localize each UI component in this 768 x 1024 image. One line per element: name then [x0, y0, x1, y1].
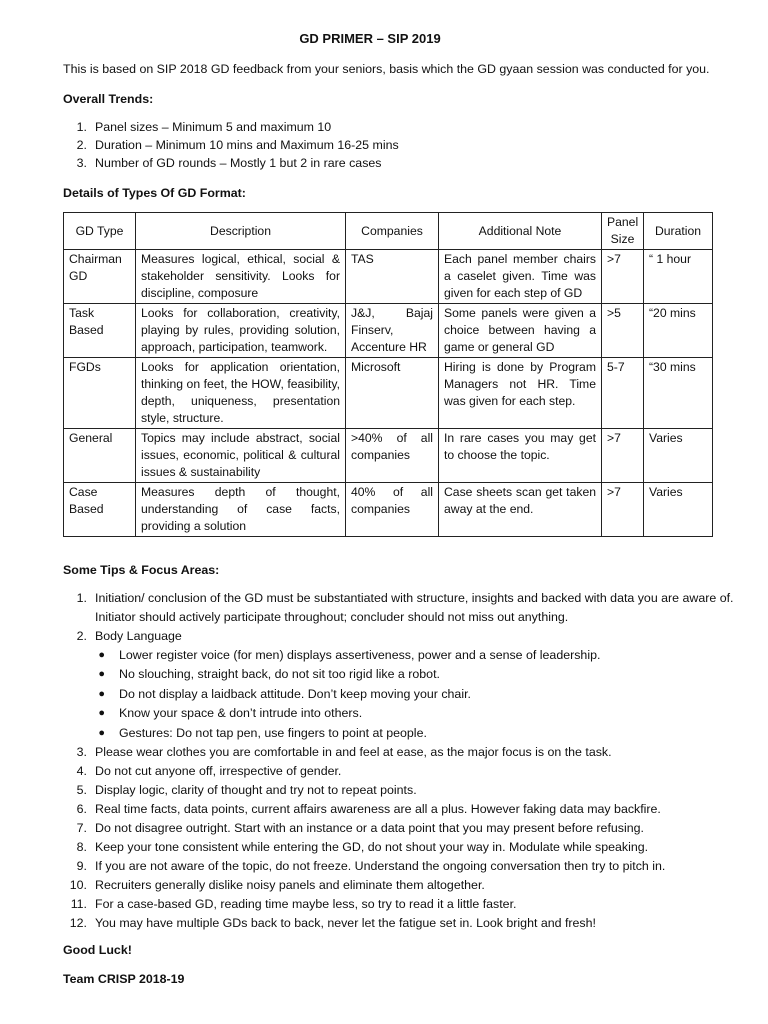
team-signature: Team CRISP 2018-19: [63, 972, 185, 986]
column-header: Panel Size: [602, 213, 644, 250]
table-row: [64, 429, 713, 483]
list-number: 3.: [76, 744, 87, 759]
list-number: 9.: [76, 858, 87, 873]
list-item: [63, 627, 743, 646]
column-header: Duration: [644, 213, 713, 250]
bullet-icon: ●: [98, 649, 105, 661]
column-header: Companies: [346, 213, 439, 250]
table-row: [64, 250, 713, 304]
list-text: Do not disagree outright. Start with an instance or a data point that you may present before refusing.: [95, 820, 644, 835]
list-item: [63, 895, 743, 914]
list-text: Recruiters generally dislike noisy panels and eliminate them altogether.: [95, 877, 485, 892]
table-cell: J&J, Bajaj Finserv, Accenture HR: [346, 304, 439, 358]
table-row: [64, 358, 713, 429]
table-cell: Topics may include abstract, social issues, economic, political & cultural issues & sustainability: [136, 429, 346, 483]
table-cell: 40% of all companies: [346, 483, 439, 537]
list-number: 8.: [76, 839, 87, 854]
intro-paragraph: This is based on SIP 2018 GD feedback from your seniors, basis which the GD gyaan session was conducted for you.: [63, 62, 710, 76]
list-item: [63, 876, 743, 895]
list-item: [63, 914, 743, 933]
bullet-icon: ●: [98, 726, 105, 739]
table-row: [64, 483, 713, 537]
list-item: [63, 743, 743, 762]
list-item: [63, 665, 743, 684]
table-cell: 5-7: [602, 358, 644, 429]
table-cell: >7: [602, 250, 644, 304]
list-text: Body Language: [95, 629, 182, 643]
list-number: 1.: [76, 591, 87, 605]
table-cell: “ 1 hour: [644, 250, 713, 304]
list-number: 7.: [76, 820, 87, 835]
list-text: Keep your tone consistent while entering the GD, do not shout your way in. Modulate while speaking.: [95, 839, 649, 854]
table-cell: >40% of all companies: [346, 429, 439, 483]
list-text: Please wear clothes you are comfortable in and feel at ease, as the major focus is on the task.: [95, 744, 612, 759]
tips-heading: Some Tips & Focus Areas:: [63, 563, 220, 577]
list-text: For a case-based GD, reading time maybe less, so try to read it a little faster.: [95, 896, 517, 911]
bullet-icon: ●: [98, 668, 105, 681]
column-header: Additional Note: [439, 213, 602, 250]
list-item: [63, 704, 743, 723]
list-text: If you are not aware of the topic, do not freeze. Understand the ongoing conversation then try to pitch in.: [95, 858, 666, 873]
list-item: [63, 154, 399, 172]
list-number: 5.: [76, 782, 87, 797]
list-text: Initiation/ conclusion of the GD must be substantiated with structure, insights and backed with data you are aware of. Initiator should actively participate throughout; concluder should not miss out anything.: [95, 591, 734, 624]
overall-trends-list: [63, 118, 399, 172]
table-cell: Looks for collaboration, creativity, playing by rules, providing solution, approach, participation, teamwork.: [136, 304, 346, 358]
list-text: Real time facts, data points, current affairs awareness are all a plus. However faking data may backfire.: [95, 801, 661, 816]
table-cell: Chairman GD: [64, 250, 136, 304]
gd-types-heading: Details of Types Of GD Format:: [63, 186, 246, 200]
list-item: [63, 136, 399, 154]
table-cell: FGDs: [64, 358, 136, 429]
table-cell: “30 mins: [644, 358, 713, 429]
body-language-group: [63, 646, 743, 743]
body-language-list: [63, 646, 743, 743]
list-number: 6.: [76, 801, 87, 816]
list-text: Panel sizes – Minimum 5 and maximum 10: [95, 120, 332, 134]
table-cell: >7: [602, 483, 644, 537]
table-cell: Varies: [644, 429, 713, 483]
bullet-icon: ●: [98, 687, 105, 700]
list-text: No slouching, straight back, do not sit too rigid like a robot.: [119, 667, 440, 682]
column-header: Description: [136, 213, 346, 250]
table-cell: Measures depth of thought, understanding of case facts, providing a solution: [136, 483, 346, 537]
list-text: Do not display a laidback attitude. Don’t keep moving your chair.: [119, 686, 471, 701]
table-header-row: [64, 213, 713, 250]
list-text: Know your space & don’t intrude into others.: [119, 706, 363, 721]
table-cell: Microsoft: [346, 358, 439, 429]
list-item: [63, 118, 399, 136]
list-number: 11.: [70, 896, 87, 911]
list-number: 4.: [76, 763, 87, 778]
column-header: GD Type: [64, 213, 136, 250]
bullet-icon: ●: [98, 707, 105, 720]
list-text: Gestures: Do not tap pen, use fingers to point at people.: [119, 725, 427, 740]
table-cell: Hiring is done by Program Managers not HR. Time was given for each step.: [439, 358, 602, 429]
table-cell: Looks for application orientation, thinking on feet, the HOW, feasibility, depth, uniqueness, presentation style, structure.: [136, 358, 346, 429]
list-number: 1.: [76, 120, 87, 134]
list-text: Do not cut anyone off, irrespective of gender.: [95, 763, 342, 778]
gd-types-table: [63, 212, 713, 537]
list-number: 3.: [76, 156, 87, 170]
list-number: 10.: [69, 877, 87, 892]
table-cell: >5: [602, 304, 644, 358]
list-number: 2.: [76, 629, 87, 643]
list-item: [63, 646, 743, 665]
table-cell: Measures logical, ethical, social & stakeholder sensitivity. Looks for discipline, composure: [136, 250, 346, 304]
table-cell: Some panels were given a choice between having a game or general GD: [439, 304, 602, 358]
list-item: [63, 781, 743, 800]
list-number: 2.: [76, 138, 87, 152]
table-cell: Varies: [644, 483, 713, 537]
list-item: [63, 685, 743, 704]
overall-trends-heading: Overall Trends:: [63, 92, 154, 106]
table-cell: Task Based: [64, 304, 136, 358]
list-text: Duration – Minimum 10 mins and Maximum 16-25 mins: [95, 138, 399, 152]
list-text: You may have multiple GDs back to back, never let the fatigue set in. Look bright and fresh!: [95, 915, 596, 930]
table-cell: “20 mins: [644, 304, 713, 358]
table-cell: >7: [602, 429, 644, 483]
list-item: [63, 819, 743, 838]
table-row: [64, 304, 713, 358]
table-cell: Each panel member chairs a caselet given. Time was given for each step of GD: [439, 250, 602, 304]
table-cell: In rare cases you may get to choose the topic.: [439, 429, 602, 483]
list-item: [63, 857, 743, 876]
list-item: [63, 589, 743, 627]
list-item: [63, 724, 743, 743]
table-cell: Case Based: [64, 483, 136, 537]
list-text: Lower register voice (for men) displays assertiveness, power and a sense of leadership.: [119, 648, 601, 662]
list-item: [63, 800, 743, 819]
list-item: [63, 838, 743, 857]
list-item: [63, 762, 743, 781]
table-cell: TAS: [346, 250, 439, 304]
page-title: GD PRIMER – SIP 2019: [299, 31, 441, 46]
list-text: Number of GD rounds – Mostly 1 but 2 in rare cases: [95, 156, 382, 170]
tips-list: [63, 589, 743, 933]
list-number: 12.: [69, 915, 87, 930]
closing-text: Good Luck!: [63, 943, 132, 957]
table-cell: General: [64, 429, 136, 483]
table-cell: Case sheets scan get taken away at the end.: [439, 483, 602, 537]
list-text: Display logic, clarity of thought and try not to repeat points.: [95, 782, 417, 797]
